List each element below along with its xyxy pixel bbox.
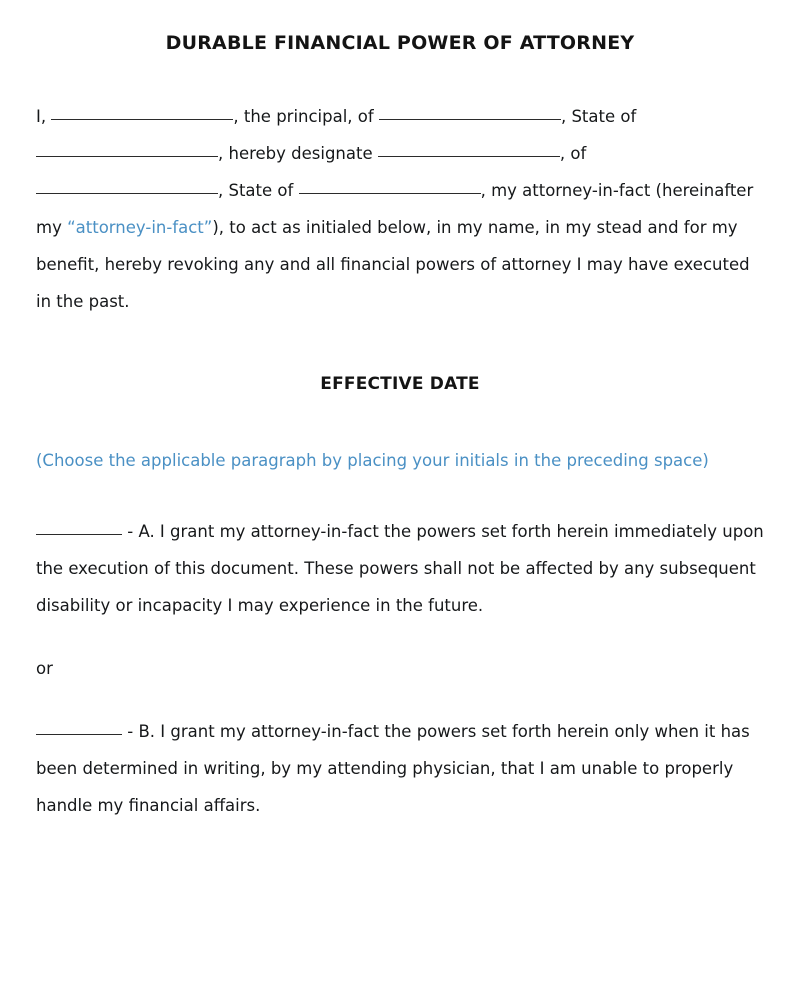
- intro-segment-3: , State of: [560, 107, 637, 126]
- page-title: DURABLE FINANCIAL POWER OF ATTORNEY: [165, 32, 635, 54]
- option-b-initials-blank[interactable]: [36, 734, 122, 735]
- option-a-text: - A. I grant my attorney-in-fact the powers set forth herein immediately upon the execution of this document. These powers shall not be affected by any subsequent disability or incapacity I may experience in the future.: [36, 522, 764, 615]
- intro-segment-5: , of: [559, 144, 587, 163]
- agent-city-blank[interactable]: [36, 193, 218, 194]
- intro-segment-1: I,: [36, 107, 47, 126]
- intro-segment-4: , hereby designate: [218, 144, 373, 163]
- option-a-paragraph: [36, 513, 764, 624]
- spacer-before-effective-date: [36, 320, 764, 374]
- section-title-effective-date: EFFECTIVE DATE: [320, 374, 480, 394]
- spacer-before-option-a: [36, 479, 764, 513]
- option-a-initials-blank[interactable]: [36, 534, 122, 535]
- or-separator: or: [36, 659, 53, 678]
- intro-segment-8: (hereinafter my: [36, 181, 754, 237]
- attorney-in-fact-term: “attorney-in-fact”: [67, 218, 213, 237]
- intro-segment-7: , my attorney-in-fact: [480, 181, 651, 200]
- intro-segment-9: ), to act as initialed below, in my name, in my stead and for my benefit, hereby revoking any and all financial powers of attorney I may have executed in the past.: [36, 218, 750, 311]
- principal-city-blank[interactable]: [379, 119, 561, 120]
- intro-paragraph: [36, 98, 764, 320]
- option-b-text: - B. I grant my attorney-in-fact the powers set forth herein only when it has been determined in writing, by my attending physician, that I am unable to properly handle my financial affairs.: [36, 722, 750, 815]
- spacer-after-section-title: [36, 394, 764, 442]
- principal-state-blank[interactable]: [36, 156, 218, 157]
- spacer-before-or: [36, 624, 764, 650]
- intro-segment-6: , State of: [218, 181, 294, 200]
- principal-name-blank[interactable]: [51, 119, 233, 120]
- agent-name-blank[interactable]: [378, 156, 560, 157]
- option-b-paragraph: [36, 713, 764, 824]
- spacer-before-option-b: [36, 687, 764, 713]
- agent-state-blank[interactable]: [299, 193, 481, 194]
- instruction-text: (Choose the applicable paragraph by placing your initials in the preceding space): [36, 451, 709, 470]
- intro-segment-2: , the principal, of: [233, 107, 374, 126]
- spacer-after-title: [36, 54, 764, 98]
